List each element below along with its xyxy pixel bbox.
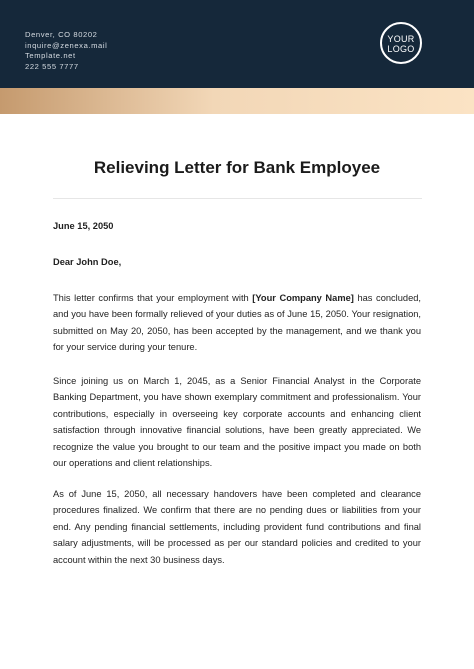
- salutation: Dear John Doe,: [53, 257, 122, 267]
- title-divider: [53, 198, 422, 199]
- paragraph-3: As of June 15, 2050, all necessary handovers have been completed and clearance procedures finalized. We confirm that there are no pending dues or liabilities from your end. Any pending financial settlements, including provident fund contributions and final salary adjustments, will be processed as per our standard policies and credited to your account within the next 30 business days.: [53, 489, 421, 565]
- logo-text-line1: YOUR: [387, 34, 415, 44]
- letterhead-header: [0, 0, 474, 88]
- paragraph-1-end: has concluded, and you have been formally relieved of your duties as of June 15, 2050. Your resignation, submitted on May 20, 2050, has been accepted by the management, and we thank you for your service during your tenure.: [53, 293, 422, 353]
- letter-date: June 15, 2050: [53, 221, 114, 231]
- gold-accent-bar: [0, 88, 474, 114]
- paragraph-1-start: This letter confirms that your employment with: [53, 293, 253, 303]
- contact-website: Template.net: [25, 51, 76, 61]
- paragraph-1: [53, 290, 421, 356]
- logo-text-line2: LOGO: [387, 43, 415, 54]
- letter-title: Relieving Letter for Bank Employee: [93, 158, 381, 177]
- company-logo: [380, 22, 422, 64]
- paragraph-2: Since joining us on March 1, 2045, as a Senior Financial Analyst in the Corporate Banking Department, you have shown exemplary commitment and professionalism. Your contributions, especially in overseeing key corporate accounts and enhancing client satisfaction through innovative financial solutions, have been greatly appreciated. We recognize the value you brought to our team and the positive impact you made on both our operations and client relationships.: [53, 376, 421, 469]
- contact-block: [25, 30, 107, 72]
- contact-phone: 222 555 7777: [25, 61, 79, 71]
- contact-address: Denver, CO 80202: [25, 30, 98, 39]
- contact-email: inquire@zenexa.mail: [25, 40, 108, 50]
- company-name-placeholder: [Your Company Name]: [252, 293, 354, 303]
